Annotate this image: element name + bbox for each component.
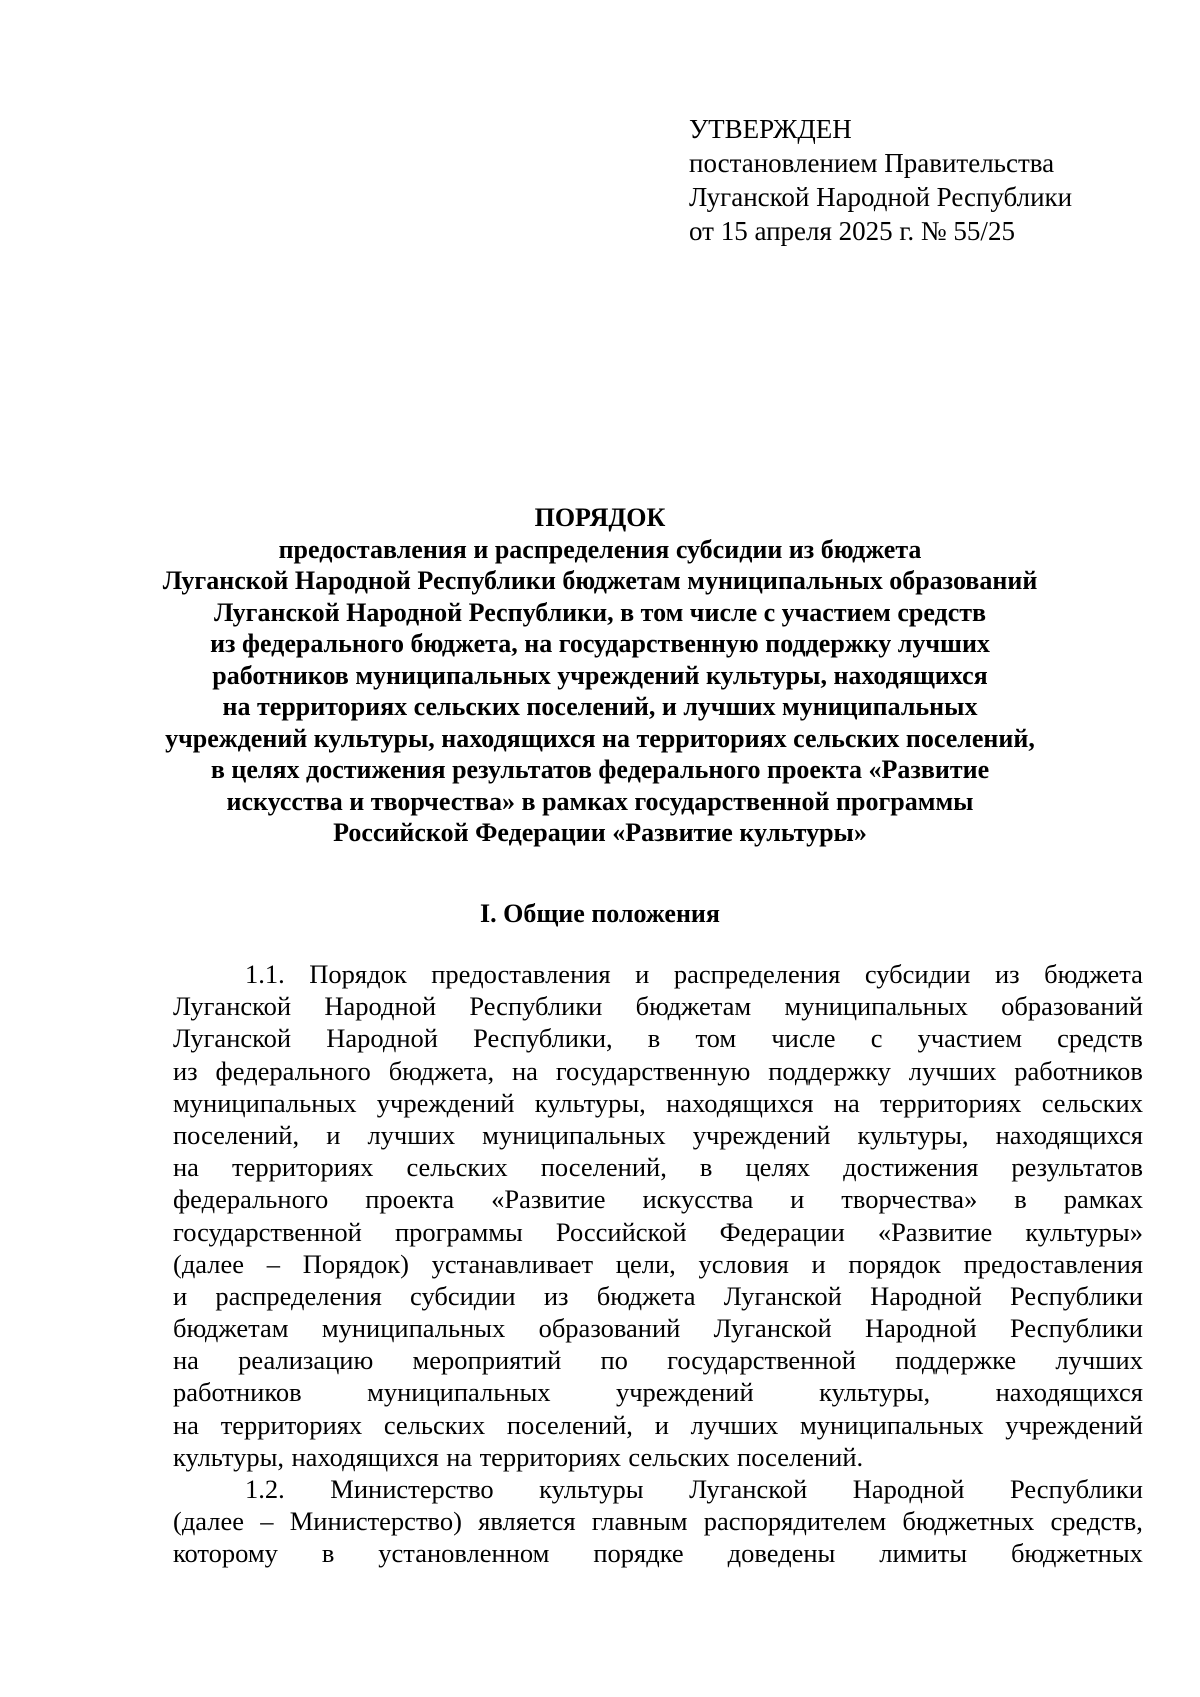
body-word: Народной bbox=[852, 1474, 965, 1504]
body-line bbox=[173, 1087, 1143, 1119]
document-title-block bbox=[160, 502, 1040, 849]
body-line bbox=[173, 1312, 1143, 1344]
body-word: распорядителем bbox=[703, 1506, 887, 1537]
body-word: на bbox=[446, 1441, 473, 1472]
approval-line: УТВЕРЖДЕН bbox=[689, 114, 852, 144]
body-word: сельских bbox=[383, 1409, 486, 1440]
body-line bbox=[173, 1151, 1143, 1183]
body-word: сельских bbox=[628, 1441, 730, 1472]
body-word: «Развитие bbox=[491, 1184, 606, 1215]
body-word: Республики bbox=[1010, 1313, 1143, 1344]
approval-stamp-block bbox=[689, 112, 1072, 248]
body-word: Федерации bbox=[719, 1216, 845, 1247]
body-word: в bbox=[647, 1023, 661, 1054]
title-line: учреждений культуры, находящихся на территориях сельских поселений, bbox=[165, 723, 1035, 753]
body-word: распределения bbox=[673, 959, 841, 989]
body-word: 1.2. bbox=[245, 1474, 285, 1504]
body-word: (далее bbox=[173, 1506, 245, 1537]
body-word: поселений, bbox=[173, 1119, 300, 1150]
body-word: находящихся bbox=[291, 1441, 439, 1472]
body-word: числе bbox=[771, 1023, 836, 1054]
body-word: Народной bbox=[870, 1280, 982, 1311]
body-line bbox=[173, 1216, 1143, 1248]
body-word: рамках bbox=[1063, 1184, 1143, 1215]
body-word: культуры, bbox=[819, 1377, 931, 1408]
body-word: установленном bbox=[378, 1538, 550, 1569]
title-line: Российской Федерации «Развитие культуры» bbox=[333, 818, 867, 847]
body-line bbox=[173, 1280, 1143, 1312]
body-word: Республики bbox=[1009, 1474, 1143, 1504]
body-word: федерального bbox=[215, 1055, 371, 1086]
body-word: и bbox=[326, 1119, 341, 1150]
body-word: в bbox=[1014, 1184, 1027, 1215]
body-word: Порядок) bbox=[302, 1248, 409, 1279]
body-word: Луганской bbox=[689, 1474, 808, 1504]
body-line bbox=[173, 1119, 1143, 1151]
body-line bbox=[173, 1055, 1143, 1087]
body-word: бюджетам bbox=[173, 1313, 289, 1344]
body-word: и bbox=[635, 959, 650, 989]
body-line bbox=[173, 1344, 1143, 1376]
body-word: субсидии bbox=[864, 959, 971, 989]
body-word: которому bbox=[173, 1538, 278, 1569]
body-word: лучших bbox=[367, 1119, 456, 1150]
body-word: том bbox=[695, 1023, 737, 1054]
body-word: находящихся bbox=[995, 1377, 1143, 1408]
body-word: программы bbox=[394, 1216, 523, 1247]
body-text bbox=[173, 958, 1143, 1570]
body-word: в bbox=[321, 1538, 335, 1569]
body-word: на bbox=[833, 1087, 860, 1118]
body-word: учреждений bbox=[376, 1087, 515, 1118]
body-word: культуры» bbox=[1025, 1216, 1143, 1247]
body-word: является bbox=[478, 1506, 576, 1537]
body-word: Луганской bbox=[723, 1280, 842, 1311]
body-word: учреждений bbox=[1005, 1409, 1143, 1440]
body-word: культуры, bbox=[534, 1087, 646, 1118]
body-word: участием bbox=[917, 1023, 1022, 1054]
body-word: учреждений bbox=[692, 1119, 831, 1150]
body-word: лимиты bbox=[879, 1538, 968, 1569]
body-word: культуры bbox=[539, 1474, 644, 1504]
body-line bbox=[173, 1376, 1143, 1408]
body-word: Республики, bbox=[473, 1023, 613, 1054]
body-line bbox=[173, 990, 1143, 1022]
title-line: на территориях сельских поселений, и лучших муниципальных bbox=[222, 692, 978, 721]
body-word: Луганской bbox=[173, 991, 292, 1022]
body-word: муниципальных bbox=[173, 1087, 357, 1118]
body-word: государственной bbox=[667, 1345, 856, 1376]
body-word: достижения bbox=[843, 1152, 979, 1183]
body-word: Республики bbox=[469, 991, 603, 1022]
body-word: образований bbox=[538, 1313, 681, 1344]
approval-line: от 15 апреля 2025 г. № 55/25 bbox=[689, 216, 1015, 246]
body-line bbox=[173, 1537, 1143, 1569]
body-line bbox=[173, 1022, 1143, 1054]
body-word: на bbox=[512, 1055, 538, 1086]
body-word: лучших bbox=[690, 1409, 779, 1440]
body-word: территориях bbox=[880, 1087, 1022, 1118]
body-word: устанавливает bbox=[431, 1248, 594, 1279]
body-word: проекта bbox=[365, 1184, 455, 1215]
body-line bbox=[173, 958, 1143, 990]
body-word: на bbox=[173, 1345, 199, 1376]
body-line bbox=[173, 1473, 1143, 1505]
body-word: лучших bbox=[1055, 1345, 1143, 1376]
body-word: муниципальных bbox=[367, 1377, 551, 1408]
body-word: искусства bbox=[642, 1184, 754, 1215]
body-word: государственной bbox=[173, 1216, 362, 1247]
body-word: культуры, bbox=[857, 1119, 969, 1150]
body-word: порядке bbox=[593, 1538, 684, 1569]
title-line: работников муниципальных учреждений культуры, находящихся bbox=[212, 660, 988, 690]
body-word: на bbox=[173, 1409, 199, 1440]
body-word: территориях bbox=[479, 1441, 621, 1472]
body-word: федерального bbox=[173, 1184, 329, 1215]
body-word: Республики bbox=[1010, 1280, 1143, 1311]
body-word: средств, bbox=[1050, 1506, 1143, 1537]
body-word: поселений. bbox=[737, 1441, 864, 1472]
body-word: Министерство bbox=[330, 1474, 494, 1504]
body-word: в bbox=[699, 1152, 713, 1183]
body-word: Порядок bbox=[309, 959, 407, 989]
body-word: бюджетам bbox=[635, 991, 752, 1022]
body-line bbox=[173, 1441, 1143, 1473]
title-line: в целях достижения результатов федерального проекта «Развитие bbox=[210, 755, 990, 784]
body-word: и bbox=[173, 1280, 188, 1311]
body-word: сельских bbox=[1041, 1087, 1143, 1118]
body-word: реализацию bbox=[238, 1345, 374, 1376]
body-line bbox=[173, 1183, 1143, 1215]
approval-line: Луганской Народной Республики bbox=[689, 182, 1073, 212]
body-word: главным bbox=[591, 1506, 688, 1537]
body-word: Российской bbox=[555, 1216, 687, 1247]
body-word: Народной bbox=[324, 991, 437, 1022]
body-word: бюджета, bbox=[388, 1055, 495, 1086]
body-word: образований bbox=[1001, 991, 1143, 1022]
title-line: Луганской Народной Республики бюджетам муниципальных образований bbox=[162, 566, 1038, 595]
title-line: Луганской Народной Республики, в том числе с участием средств bbox=[213, 597, 987, 627]
body-word: бюджетных bbox=[902, 1506, 1035, 1537]
body-word: Луганской bbox=[173, 1023, 292, 1054]
body-word: учреждений bbox=[615, 1377, 754, 1408]
body-word: государственную bbox=[555, 1055, 751, 1086]
body-word: поддержку bbox=[768, 1055, 891, 1086]
body-word: поддержке bbox=[895, 1345, 1017, 1376]
section-heading: I. Общие положения bbox=[480, 899, 720, 928]
body-word: субсидии bbox=[410, 1280, 516, 1311]
body-word: 1.1. bbox=[245, 959, 285, 989]
body-word: Луганской bbox=[713, 1313, 832, 1344]
document-title: ПОРЯДОК bbox=[534, 503, 666, 532]
body-word: муниципальных bbox=[800, 1409, 984, 1440]
body-word: целях bbox=[745, 1152, 811, 1183]
body-word: и bbox=[654, 1409, 669, 1440]
body-word: предоставления bbox=[431, 959, 611, 989]
body-word: культуры, bbox=[173, 1441, 285, 1472]
body-word: распределения bbox=[215, 1280, 382, 1311]
body-word: поселений, bbox=[540, 1152, 667, 1183]
body-word: мероприятий bbox=[412, 1345, 562, 1376]
body-word: – bbox=[266, 1248, 280, 1279]
body-word: – bbox=[260, 1506, 274, 1537]
body-word: муниципальных bbox=[784, 991, 968, 1022]
body-word: и bbox=[790, 1184, 805, 1215]
body-line bbox=[173, 1248, 1143, 1280]
body-word: территориях bbox=[220, 1409, 363, 1440]
body-word: находящихся bbox=[666, 1087, 814, 1118]
body-word: из bbox=[994, 959, 1020, 989]
body-word: поселений, bbox=[506, 1409, 633, 1440]
body-word: и bbox=[811, 1248, 826, 1279]
body-word: из bbox=[173, 1055, 198, 1086]
body-word: на bbox=[173, 1152, 199, 1183]
body-word: «Развитие bbox=[877, 1216, 993, 1247]
body-word: муниципальных bbox=[482, 1119, 666, 1150]
body-word: бюджетных bbox=[1010, 1538, 1143, 1569]
body-word: условия bbox=[698, 1248, 789, 1279]
body-word: Народной bbox=[865, 1313, 977, 1344]
body-word: по bbox=[600, 1345, 628, 1376]
body-word: Министерство) bbox=[289, 1506, 462, 1537]
body-word: цели, bbox=[615, 1248, 676, 1279]
body-word: предоставления bbox=[963, 1248, 1143, 1279]
body-word: доведены bbox=[727, 1538, 836, 1569]
body-word: из bbox=[543, 1280, 569, 1311]
body-word: порядок bbox=[848, 1248, 941, 1279]
body-word: муниципальных bbox=[321, 1313, 506, 1344]
body-word: средств bbox=[1057, 1023, 1143, 1054]
title-line: предоставления и распределения субсидии из бюджета bbox=[278, 534, 922, 564]
body-word: находящихся bbox=[995, 1119, 1143, 1150]
body-word: с bbox=[870, 1023, 883, 1054]
title-line: из федерального бюджета, на государственную поддержку лучших bbox=[210, 629, 990, 658]
body-word: работников bbox=[1014, 1055, 1143, 1086]
body-word: бюджета bbox=[596, 1280, 696, 1311]
body-line bbox=[173, 1409, 1143, 1441]
body-word: работников bbox=[173, 1377, 302, 1408]
body-word: территориях bbox=[232, 1152, 374, 1183]
title-line: искусства и творчества» в рамках государственной программы bbox=[226, 786, 974, 816]
body-word: сельских bbox=[406, 1152, 508, 1183]
body-word: творчества» bbox=[841, 1184, 978, 1215]
body-word: (далее bbox=[173, 1248, 245, 1279]
body-line bbox=[173, 1505, 1143, 1537]
body-word: результатов bbox=[1011, 1152, 1143, 1183]
approval-line: постановлением Правительства bbox=[689, 148, 1055, 178]
body-word: лучших bbox=[908, 1055, 997, 1086]
body-word: бюджета bbox=[1044, 959, 1143, 989]
body-word: Народной bbox=[326, 1023, 438, 1054]
